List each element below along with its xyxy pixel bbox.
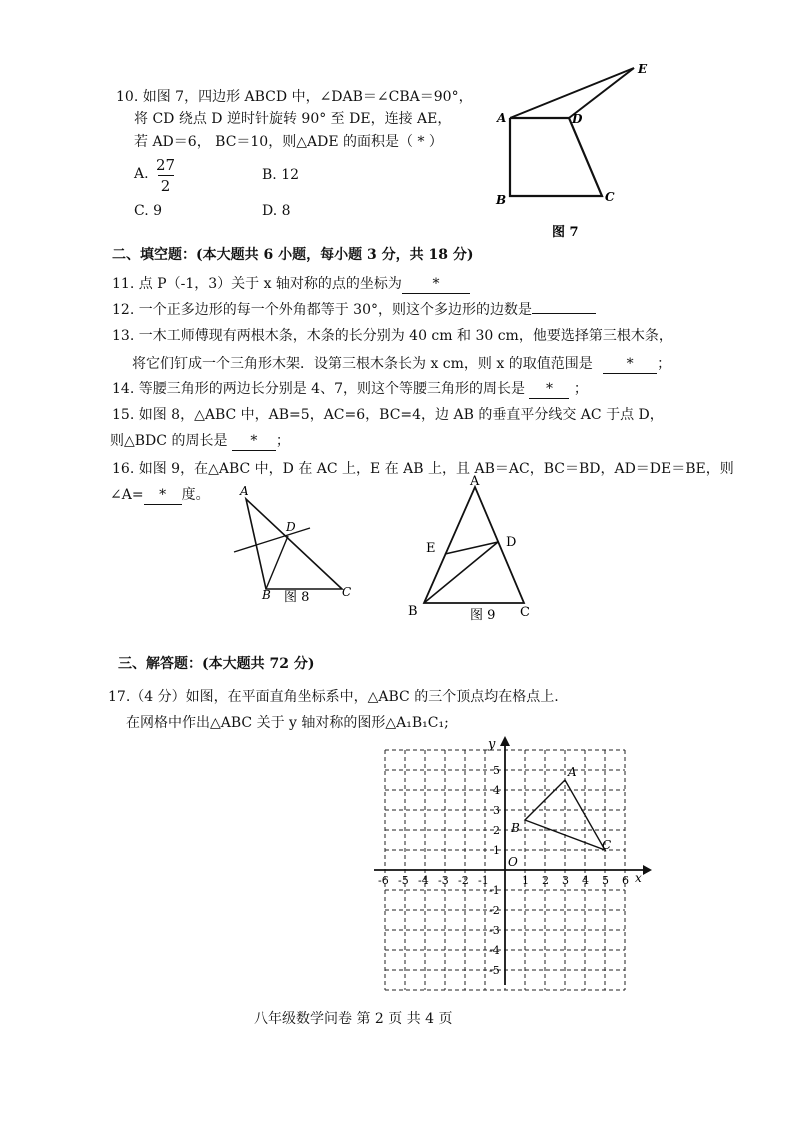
section3-title: 三、解答题：(本大题共 72 分) <box>118 656 315 672</box>
fig9-label-d: D <box>506 535 517 550</box>
fig8-label-d: D <box>286 520 296 534</box>
y-tick-label: -2 <box>489 904 500 917</box>
point-c-label: C <box>602 838 612 852</box>
q14-text: 14. 等腰三角形的两边长分别是 4、7，则这个等腰三角形的周长是 <box>112 381 525 397</box>
fig8-segment-bd <box>266 536 288 589</box>
x-tick-label: 1 <box>522 874 529 887</box>
fig9-caption: 图 9 <box>470 608 496 623</box>
q12-answer-blank <box>532 313 596 314</box>
q13-text: 将它们钉成一个三角形木架．设第三根木条长为 x cm，则 x 的取值范围是 <box>132 356 593 372</box>
q10-line2: 将 CD 绕点 D 逆时针旋转 90° 至 DE，连接 AE， <box>134 111 452 127</box>
x-tick-label: -2 <box>458 874 469 887</box>
q14 <box>112 380 588 399</box>
page-footer: 八年级数学问卷 第 2 页 共 4 页 <box>254 1011 453 1027</box>
q10-line3: 若 AD＝6， BC＝10，则△ADE 的面积是（ * ） <box>134 134 443 150</box>
q14-answer-blank: * <box>529 380 569 399</box>
q12 <box>112 301 596 319</box>
q15-line1: 15. 如图 8，△ABC 中，AB=5，AC=6，BC=4，边 AB 的垂直平分线交 AC 于点 D， <box>112 407 664 423</box>
q17-line2: 在网格中作出△ABC 关于 y 轴对称的图形△A₁B₁C₁; <box>126 715 449 731</box>
y-tick-label: -4 <box>489 944 500 957</box>
origin-label: O <box>508 855 518 869</box>
figure-8 <box>230 485 370 605</box>
q13-line1: 13. 一木工师傅现有两根木条，木条的长分别为 40 cm 和 30 cm，他要选择第三根木条， <box>112 328 673 344</box>
fig8-label-b: B <box>262 588 271 602</box>
x-axis-label: x <box>635 871 642 885</box>
y-tick-label: 3 <box>493 804 500 817</box>
fig7-label-d: D <box>572 112 583 126</box>
x-tick-label: 3 <box>562 874 569 887</box>
point-b-label: B <box>511 821 520 835</box>
q10-line1: 10. 如图 7，四边形 ABCD 中，∠DAB＝∠CBA＝90°， <box>116 89 473 105</box>
fig8-label-c: C <box>342 585 352 599</box>
q16-line2 <box>110 486 210 505</box>
q16-line1: 16. 如图 9，在△ABC 中，D 在 AC 上，E 在 AB 上，且 AB＝AC，BC＝BD，AD＝DE＝BE，则 <box>112 461 734 477</box>
x-tick-label: 2 <box>542 874 549 887</box>
q15-line2 <box>110 432 290 451</box>
q10-option-a-fraction <box>156 156 175 195</box>
q15-answer-blank: * <box>232 432 276 451</box>
x-tick-label: 4 <box>582 874 589 887</box>
x-tick-label: -4 <box>418 874 429 887</box>
y-tick-label: 4 <box>493 784 500 797</box>
fig9-label-c: C <box>520 605 530 620</box>
q10-option-d: D. 8 <box>262 203 291 219</box>
y-axis-label: y <box>488 737 496 752</box>
fig9-label-e: E <box>426 541 436 556</box>
x-axis-arrow <box>643 865 652 875</box>
fig7-segment-ae <box>510 68 634 118</box>
fig9-label-b: B <box>408 604 418 619</box>
q16-text-post: 度。 <box>181 487 210 503</box>
fig8-label-a: A <box>240 484 249 498</box>
q13-answer-blank: * <box>603 355 657 374</box>
x-tick-label: -3 <box>438 874 449 887</box>
fig7-caption: 图 7 <box>552 225 579 240</box>
x-tick-label: 6 <box>622 874 629 887</box>
q10-option-a-label: A. <box>134 166 149 182</box>
y-tick-label: -5 <box>489 964 500 977</box>
y-axis-arrow <box>500 736 510 746</box>
fig9-label-a: A <box>470 474 480 489</box>
section2-title: 二、填空题：(本大题共 6 小题，每小题 3 分，共 18 分) <box>112 247 474 263</box>
q15-text: 则△BDC 的周长是 <box>110 433 228 449</box>
x-tick-label: 5 <box>602 874 609 887</box>
y-tick-label: 5 <box>493 764 500 777</box>
coordinate-grid <box>360 730 660 990</box>
fig7-quadrilateral <box>510 118 602 196</box>
q16-text-pre: ∠A= <box>110 487 144 503</box>
figure-7 <box>490 58 660 248</box>
q11-answer-blank: * <box>402 275 470 294</box>
q16-answer-blank: * <box>144 486 182 505</box>
fraction-denominator: 2 <box>160 177 171 195</box>
q10-option-c: C. 9 <box>134 203 163 219</box>
fraction-numerator: 27 <box>156 156 176 174</box>
point-a-label: A <box>568 765 577 779</box>
y-tick-label: 1 <box>493 844 500 857</box>
q13-line2 <box>132 355 671 374</box>
q15-end: ； <box>275 433 290 449</box>
figure-9 <box>400 475 550 625</box>
fraction-bar <box>158 175 174 176</box>
y-tick-label: -1 <box>489 884 500 897</box>
x-tick-label: -1 <box>478 874 489 887</box>
q13-end: ； <box>657 356 672 372</box>
q11-text: 11. 点 P（-1，3）关于 x 轴对称的点的坐标为 <box>112 276 402 292</box>
q11 <box>112 275 470 294</box>
fig7-label-c: C <box>605 190 615 204</box>
fig7-label-e: E <box>638 62 648 76</box>
fig7-segment-de <box>569 68 634 118</box>
fig8-caption: 图 8 <box>284 590 310 605</box>
fig7-label-a: A <box>497 111 507 125</box>
x-tick-label: -5 <box>398 874 409 887</box>
q10-option-b: B. 12 <box>262 167 300 183</box>
fig7-label-b: B <box>496 193 507 207</box>
x-tick-label: -6 <box>378 874 389 887</box>
q12-text: 12. 一个正多边形的每一个外角都等于 30°，则这个多边形的边数是 <box>112 302 532 318</box>
q17-line1: 17.（4 分）如图，在平面直角坐标系中，△ABC 的三个顶点均在格点上. <box>108 689 559 705</box>
y-tick-label: 2 <box>493 824 500 837</box>
y-tick-label: -3 <box>489 924 500 937</box>
q14-end: ； <box>573 381 588 397</box>
